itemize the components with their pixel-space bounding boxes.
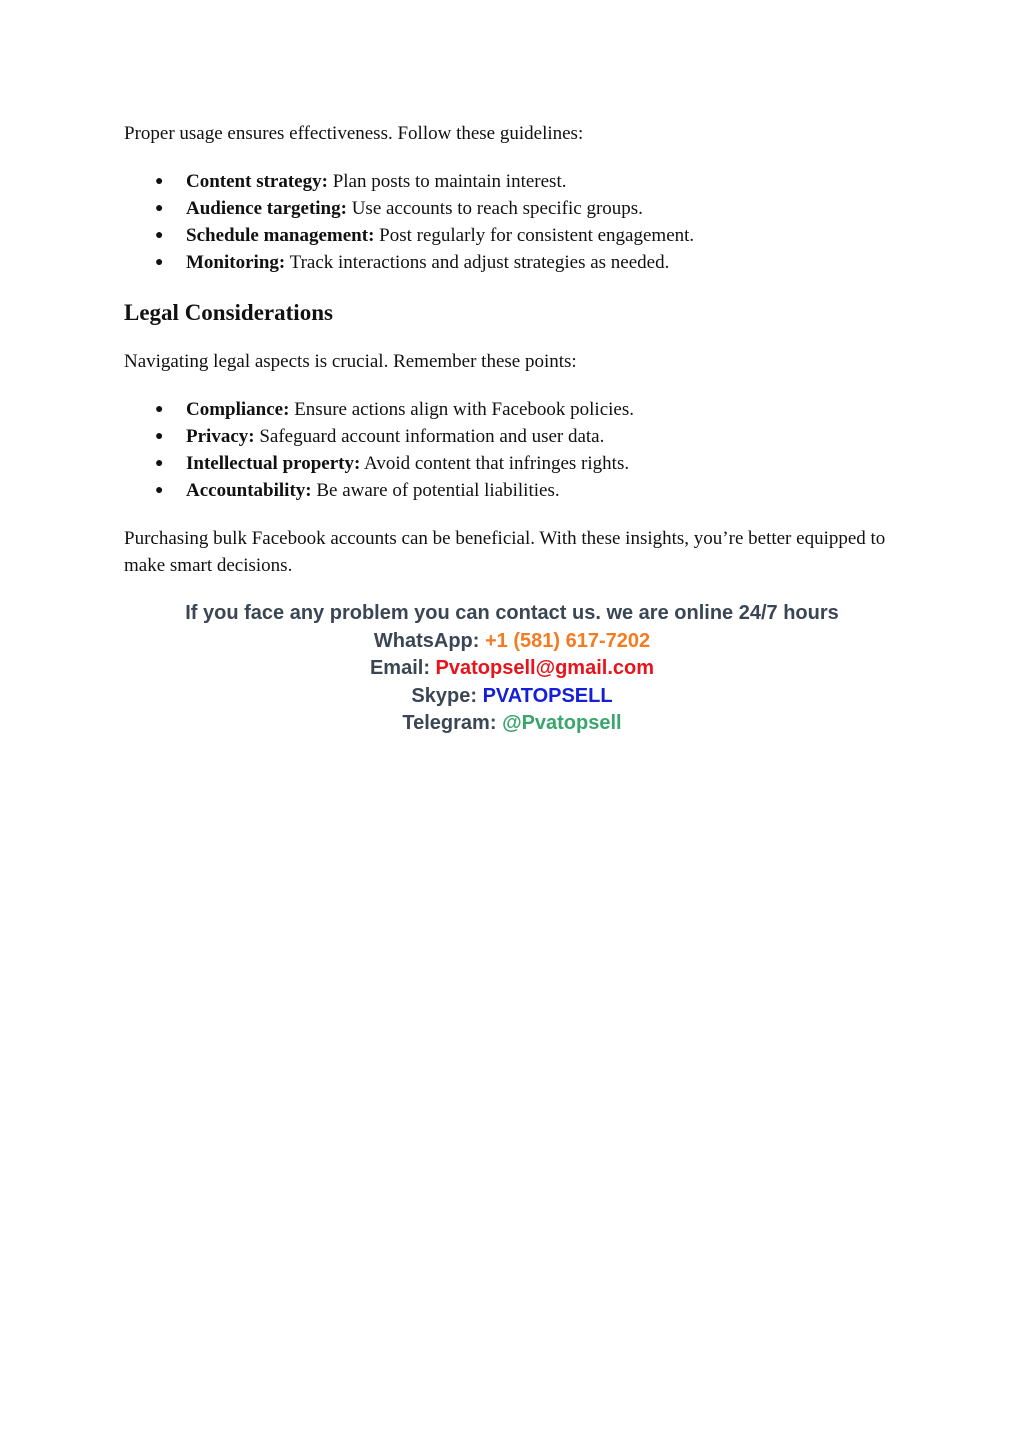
list-item [124, 249, 904, 276]
list-item-term: Content strategy: [186, 171, 328, 192]
list-item [124, 423, 904, 450]
legal-considerations-heading: Legal Considerations [124, 300, 333, 325]
bullet-icon: ● [155, 429, 164, 444]
list-item-term: Accountability: [186, 480, 312, 501]
list-item [124, 222, 904, 249]
telegram-label: Telegram: [402, 712, 503, 734]
bullet-icon: ● [155, 174, 164, 189]
list-item-text: Post regularly for consistent engagement. [374, 225, 695, 246]
list-item [124, 450, 904, 477]
list-item-term: Compliance: [186, 399, 290, 420]
skype-line [124, 683, 900, 711]
bullet-icon: ● [155, 483, 164, 498]
whatsapp-label: WhatsApp: [373, 629, 485, 652]
list-item [124, 168, 904, 195]
list-item-text: Track interactions and adjust strategies as needed. [285, 252, 670, 273]
contact-block [124, 600, 900, 738]
list-item-term: Intellectual property: [186, 453, 361, 474]
list-item-text: Plan posts to maintain interest. [327, 171, 567, 192]
bullet-icon: ● [155, 456, 164, 471]
contact-headline: If you face any problem you can contact us. we are online 24/7 hours [185, 602, 839, 624]
list-item-term: Monitoring: [186, 252, 286, 273]
intro-paragraph: Proper usage ensures effectiveness. Follow these guidelines: [124, 123, 584, 144]
email-label: Email: [369, 657, 436, 679]
closing-paragraph: Purchasing bulk Facebook accounts can be beneficial. With these insights, you’re better equipped to make smart decisions. [124, 528, 886, 576]
usage-guidelines-list [124, 168, 904, 276]
skype-label: Skype: [411, 684, 483, 707]
whatsapp-number-link[interactable]: +1 (581) 617-7202 [484, 629, 651, 652]
legal-paragraph: Navigating legal aspects is crucial. Remember these points: [124, 351, 577, 372]
list-item-text: Be aware of potential liabilities. [311, 480, 560, 501]
list-item-term: Privacy: [186, 426, 255, 447]
bullet-icon: ● [155, 201, 164, 216]
list-item-text: Safeguard account information and user data. [254, 426, 605, 447]
document-page [124, 120, 904, 738]
bullet-icon: ● [155, 228, 164, 243]
telegram-line [124, 710, 900, 738]
skype-id-link[interactable]: PVATOPSELL [482, 684, 613, 707]
list-item-term: Schedule management: [186, 225, 375, 246]
legal-points-list [124, 396, 904, 504]
bullet-icon: ● [155, 402, 164, 417]
email-link[interactable]: Pvatopsell@gmail.com [435, 657, 655, 679]
list-item-text: Use accounts to reach specific groups. [346, 198, 643, 219]
bullet-icon: ● [155, 255, 164, 270]
list-item [124, 396, 904, 423]
list-item-text: Avoid content that infringes rights. [360, 453, 630, 474]
telegram-handle-link[interactable]: @Pvatopsell [502, 712, 622, 734]
email-line [124, 655, 900, 683]
list-item [124, 477, 904, 504]
list-item-text: Ensure actions align with Facebook policies. [289, 399, 634, 420]
whatsapp-line [124, 628, 900, 656]
list-item [124, 195, 904, 222]
list-item-term: Audience targeting: [186, 198, 347, 219]
